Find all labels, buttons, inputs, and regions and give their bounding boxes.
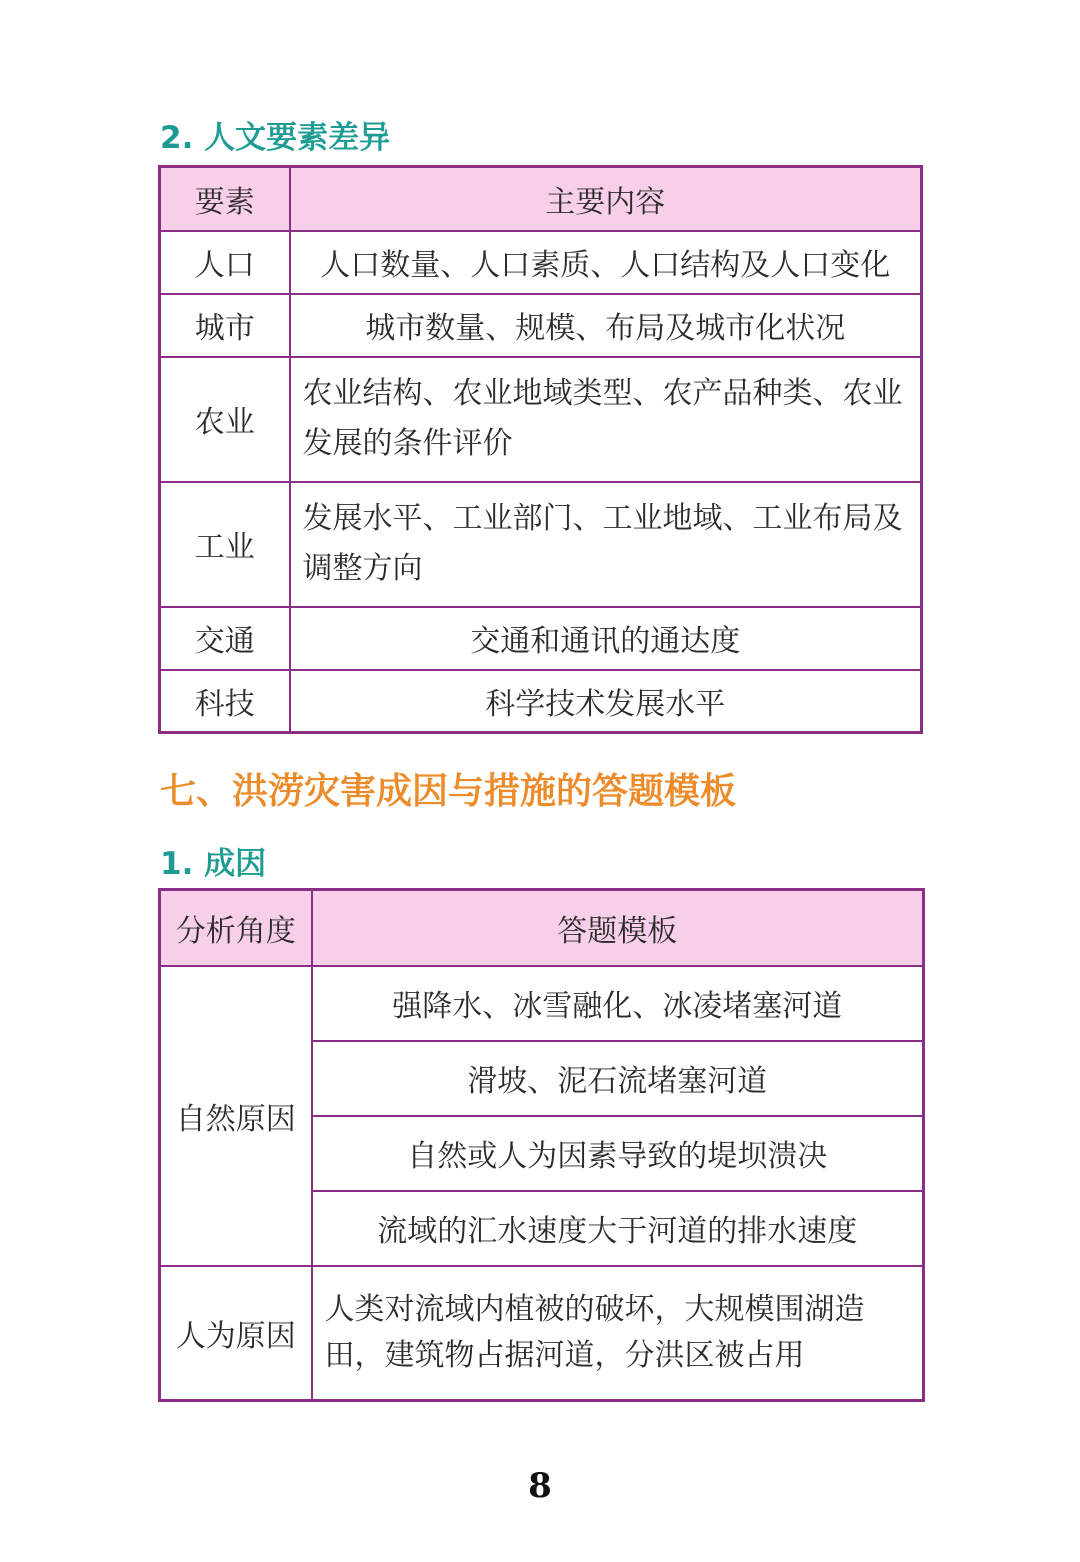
humanistic-factors-table	[158, 165, 923, 734]
table-row	[160, 607, 922, 670]
table-row	[160, 966, 924, 1041]
header-factor: 要素	[160, 167, 290, 231]
section-7-heading: 七、洪涝灾害成因与措施的答题模板	[160, 771, 737, 812]
table-row	[160, 670, 922, 733]
factor-cell: 人口	[160, 231, 290, 294]
natural-cause-item: 自然或人为因素导致的堤坝溃决	[312, 1116, 924, 1191]
table-header-row	[160, 167, 922, 231]
human-causes-label: 人为原因	[160, 1266, 312, 1401]
header-content: 主要内容	[290, 167, 922, 231]
header-angle: 分析角度	[160, 890, 312, 966]
flood-causes-table	[158, 888, 925, 1402]
content-cell: 农业结构、农业地域类型、农产品种类、农业发展的条件评价	[290, 357, 922, 482]
content-cell: 科学技术发展水平	[290, 670, 922, 733]
content-cell: 人口数量、人口素质、人口结构及人口变化	[290, 231, 922, 294]
causes-heading: 1. 成因	[160, 846, 267, 882]
natural-cause-item: 强降水、冰雪融化、冰凌堵塞河道	[312, 966, 924, 1041]
table-row	[160, 482, 922, 607]
page-number: 8	[528, 1466, 552, 1506]
section-2-heading: 2. 人文要素差异	[160, 120, 391, 156]
human-cause-content: 人类对流域内植被的破坏，大规模围湖造田，建筑物占据河道，分洪区被占用	[312, 1266, 924, 1401]
table-row	[160, 294, 922, 357]
natural-cause-item: 流域的汇水速度大于河道的排水速度	[312, 1191, 924, 1266]
factor-cell: 农业	[160, 357, 290, 482]
factor-cell: 科技	[160, 670, 290, 733]
natural-cause-item: 滑坡、泥石流堵塞河道	[312, 1041, 924, 1116]
header-template: 答题模板	[312, 890, 924, 966]
table-row	[160, 231, 922, 294]
factor-cell: 城市	[160, 294, 290, 357]
content-cell: 交通和通讯的通达度	[290, 607, 922, 670]
content-cell: 发展水平、工业部门、工业地域、工业布局及调整方向	[290, 482, 922, 607]
natural-causes-label: 自然原因	[160, 966, 312, 1266]
factor-cell: 交通	[160, 607, 290, 670]
factor-cell: 工业	[160, 482, 290, 607]
table-row	[160, 357, 922, 482]
table-row	[160, 1266, 924, 1401]
table-header-row	[160, 890, 924, 966]
content-cell: 城市数量、规模、布局及城市化状况	[290, 294, 922, 357]
